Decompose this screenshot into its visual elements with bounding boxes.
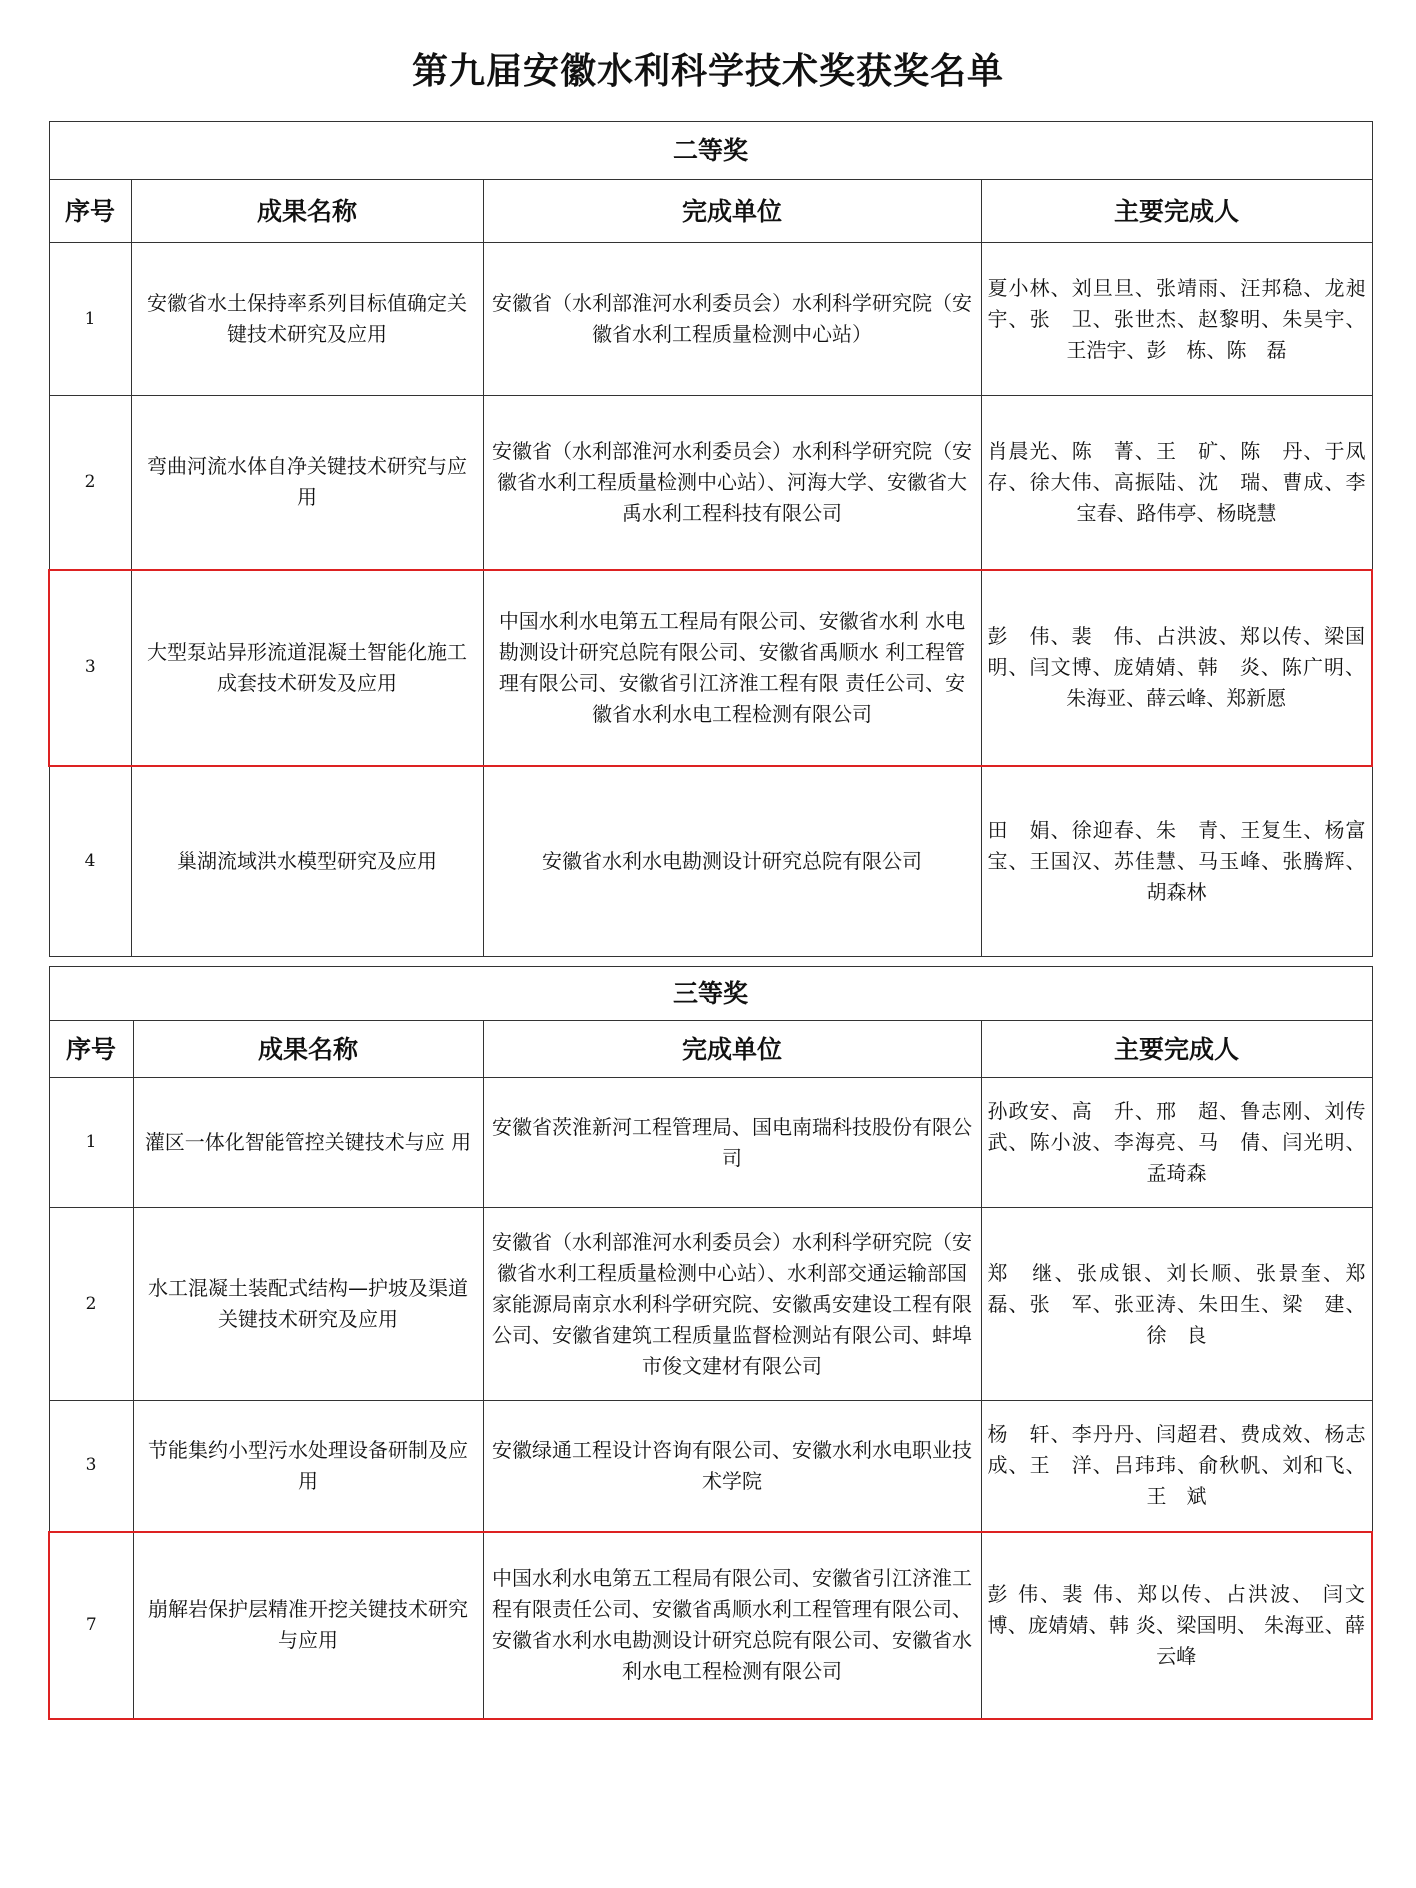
table-row bbox=[49, 243, 1372, 396]
row-unit: 中国水利水电第五工程局有限公司、安徽省水利 水电勘测设计研究总院有限公司、安徽省禹顺水 利工程管理有限公司、安徽省引江济淮工程有限 责任公司、安徽省水利水电工程检测有限公司 bbox=[483, 570, 981, 766]
header-unit: 完成单位 bbox=[483, 1021, 981, 1078]
row-people: 郑 继、张成银、刘长顺、张景奎、郑 磊、张 军、张亚涛、朱田生、梁 建、徐 良 bbox=[981, 1208, 1372, 1401]
table-row bbox=[49, 1208, 1372, 1401]
row-num: 4 bbox=[49, 766, 131, 957]
third-prize-table bbox=[48, 966, 1386, 1720]
row-people: 杨 轩、李丹丹、闫超君、费成效、杨志成、王 洋、吕玮玮、俞秋帆、刘和飞、王 斌 bbox=[981, 1401, 1372, 1532]
table-row bbox=[49, 396, 1372, 570]
row-name: 灌区一体化智能管控关键技术与应 用 bbox=[133, 1078, 483, 1208]
row-name: 弯曲河流水体自净关键技术研究与应用 bbox=[131, 396, 483, 570]
row-unit: 安徽省（水利部淮河水利委员会）水利科学研究院（安徽省水利工程质量检测中心站） bbox=[483, 243, 981, 396]
row-people: 田 娟、徐迎春、朱 青、王复生、杨富宝、王国汉、苏佳慧、马玉峰、张腾辉、胡森林 bbox=[981, 766, 1372, 957]
header-people: 主要完成人 bbox=[981, 1021, 1372, 1078]
table-row bbox=[49, 1078, 1372, 1208]
table-row bbox=[49, 766, 1372, 957]
row-name: 安徽省水土保持率系列目标值确定关键技术研究及应用 bbox=[131, 243, 483, 396]
header-name: 成果名称 bbox=[133, 1021, 483, 1078]
row-num: 2 bbox=[49, 396, 131, 570]
row-num: 2 bbox=[49, 1208, 133, 1401]
row-people: 彭 伟、裴 伟、占洪波、郑以传、梁国明、闫文博、庞婧婧、韩 炎、陈广明、朱海亚、薛云峰、郑新愿 bbox=[981, 570, 1372, 766]
row-unit: 安徽省水利水电勘测设计研究总院有限公司 bbox=[483, 766, 981, 957]
header-people: 主要完成人 bbox=[981, 180, 1372, 243]
header-num: 序号 bbox=[49, 1021, 133, 1078]
row-name: 巢湖流域洪水模型研究及应用 bbox=[131, 766, 483, 957]
row-unit: 安徽绿通工程设计咨询有限公司、安徽水利水电职业技术学院 bbox=[483, 1401, 981, 1532]
row-num: 1 bbox=[49, 1078, 133, 1208]
row-num: 3 bbox=[49, 1401, 133, 1532]
row-unit: 安徽省茨淮新河工程管理局、国电南瑞科技股份有限公司 bbox=[483, 1078, 981, 1208]
row-unit: 安徽省（水利部淮河水利委员会）水利科学研究院（安徽省水利工程质量检测中心站）、河海大学、安徽省大禹水利工程科技有限公司 bbox=[483, 396, 981, 570]
row-num: 7 bbox=[49, 1532, 133, 1719]
third-prize-caption: 三等奖 bbox=[49, 967, 1372, 1021]
header-name: 成果名称 bbox=[131, 180, 483, 243]
row-num: 1 bbox=[49, 243, 131, 396]
row-unit: 中国水利水电第五工程局有限公司、安徽省引江济淮工程有限责任公司、安徽省禹顺水利工程管理有限公司、安徽省水利水电勘测设计研究总院有限公司、安徽省水利水电工程检测有限公司 bbox=[483, 1532, 981, 1719]
table-row-highlighted bbox=[49, 570, 1372, 766]
table-row-highlighted bbox=[49, 1532, 1372, 1719]
row-name: 崩解岩保护层精准开挖关键技术研究与应用 bbox=[133, 1532, 483, 1719]
row-people: 彭 伟、裴 伟、郑以传、占洪波、 闫文博、庞婧婧、韩 炎、梁国明、 朱海亚、薛云峰 bbox=[981, 1532, 1372, 1719]
row-people: 夏小林、刘旦旦、张靖雨、汪邦稳、龙昶宇、张 卫、张世杰、赵黎明、朱昊宇、王浩宇、彭 栋、陈 磊 bbox=[981, 243, 1372, 396]
row-name: 节能集约小型污水处理设备研制及应用 bbox=[133, 1401, 483, 1532]
row-name: 大型泵站异形流道混凝土智能化施工成套技术研发及应用 bbox=[131, 570, 483, 766]
row-num: 3 bbox=[49, 570, 131, 766]
row-people: 肖晨光、陈 菁、王 矿、陈 丹、于凤存、徐大伟、高振陆、沈 瑞、曹成、李宝春、路伟亭、杨晓慧 bbox=[981, 396, 1372, 570]
row-people: 孙政安、高 升、邢 超、鲁志刚、刘传武、陈小波、李海亮、马 倩、闫光明、孟琦森 bbox=[981, 1078, 1372, 1208]
row-name: 水工混凝土装配式结构—护坡及渠道关键技术研究及应用 bbox=[133, 1208, 483, 1401]
second-prize-table bbox=[48, 121, 1373, 957]
page-title: 第九届安徽水利科学技术奖获奖名单 bbox=[411, 50, 1004, 92]
header-unit: 完成单位 bbox=[483, 180, 981, 243]
table-row bbox=[49, 1401, 1372, 1532]
second-prize-caption: 二等奖 bbox=[49, 122, 1372, 180]
row-unit: 安徽省（水利部淮河水利委员会）水利科学研究院（安徽省水利工程质量检测中心站）、水利部交通运输部国家能源局南京水利科学研究院、安徽禹安建设工程有限公司、安徽省建筑工程质量监督检测站有限公司、蚌埠市俊文建材有限公司 bbox=[483, 1208, 981, 1401]
header-num: 序号 bbox=[49, 180, 131, 243]
